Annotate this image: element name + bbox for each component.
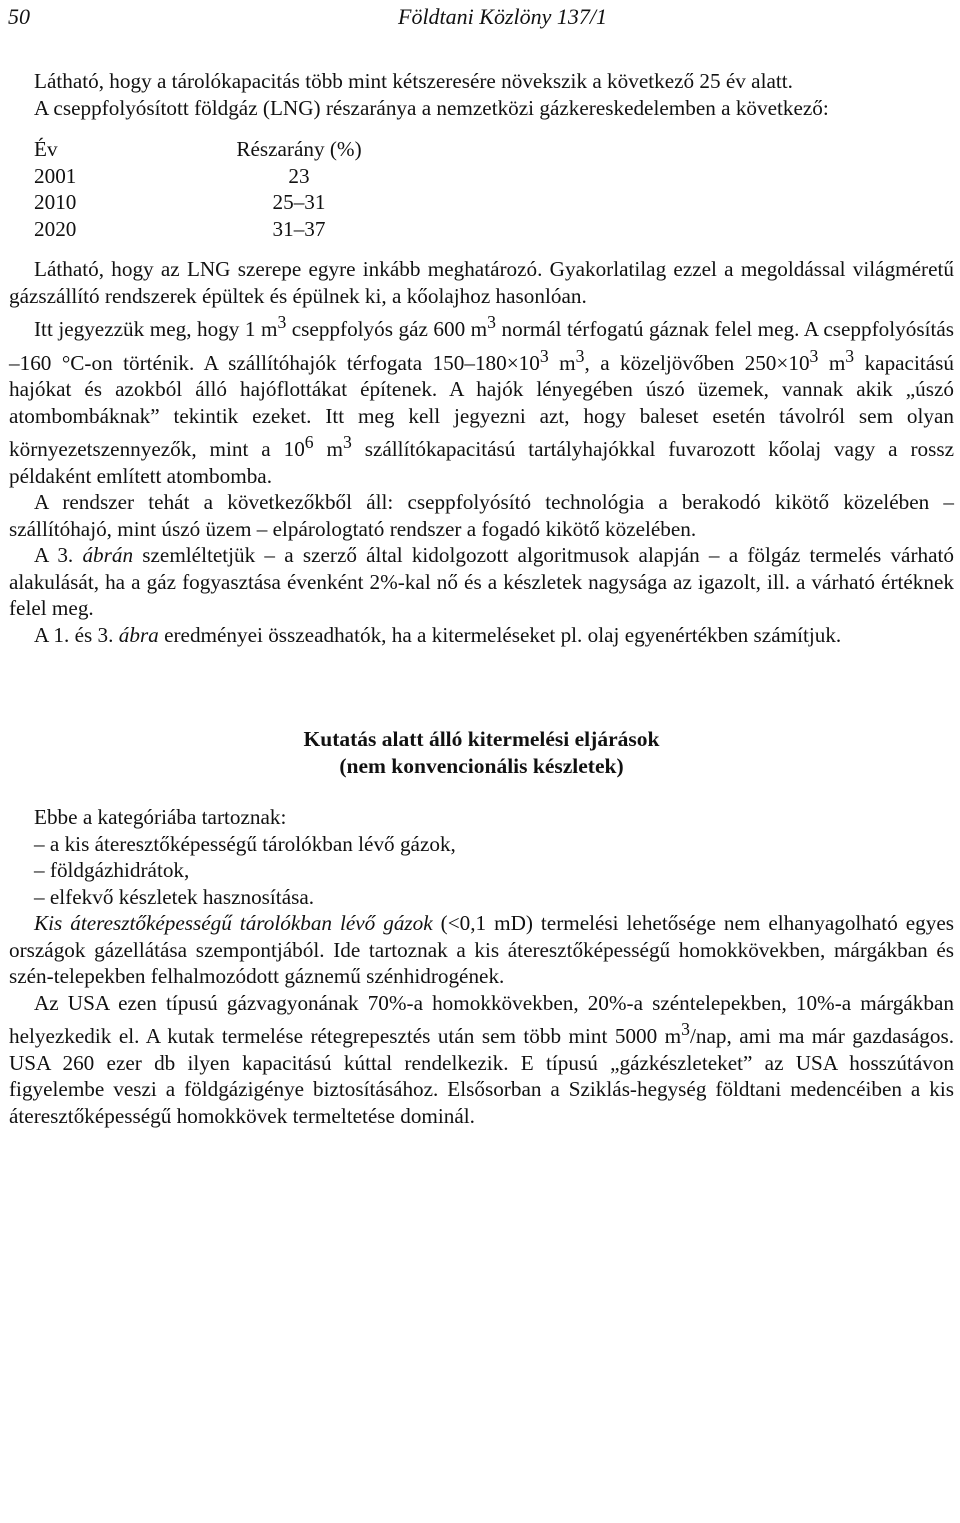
text-run: Itt jegyezzük meg, hogy 1 m [34, 317, 278, 342]
text-run: kapacitású hajókat és azokból álló hajóflottákat építenek. A hajók lényegében úszó üzemek, vannak akik „úszó atombombáknak” tekintik ezeket. Itt meg kell jegyezni azt, hogy baleset esetén távolról sem olyan környezetszennyezők, mint a 10 [9, 350, 954, 462]
superscript: 3 [681, 1019, 690, 1040]
list-item: – földgázhidrátok, [34, 858, 190, 883]
paragraph-figures-1-3 [9, 622, 954, 649]
text-run: (<0,1 mD) termelési lehetősége nem elhanyagolható egyes országok gázellátása szempontjából. Ide tartoznak a kis áteresztőképességű homokkövekben, márgákban és szén-telepekben felhalmozódott gáznemű szénhidrogének. [9, 911, 954, 989]
table-header-row [34, 136, 954, 163]
category-intro: Ebbe a kategóriába tartoznak: [34, 805, 287, 830]
text-run: , a közeljövőben 250×10 [584, 350, 810, 375]
text-run: A 3. [34, 543, 83, 568]
table-cell-year: 2020 [34, 216, 77, 241]
text-run: cseppfolyós gáz 600 m [286, 317, 488, 342]
paragraph-usa [9, 990, 954, 1130]
text-run: A 1. és 3. [34, 622, 119, 647]
table-header-year: Év [34, 137, 58, 161]
superscript: 3 [487, 312, 496, 332]
text-run: eredményei összeadhatók, ha a kitermeléseket pl. olaj egyenértékben számítjuk. [158, 622, 842, 647]
table-cell-share: 25–31 [272, 190, 326, 214]
table-row [34, 163, 954, 190]
paragraph-capacity: Látható, hogy a tárolókapacitás több mint kétszeresére növekszik a következő 25 év alatt. [34, 69, 793, 93]
paragraph-figure-3 [9, 542, 954, 622]
superscript: 3 [277, 312, 287, 332]
paragraph-lng-volume [9, 309, 954, 489]
section-heading-subline: (nem konvencionális készletek) [339, 754, 624, 779]
section-heading [9, 726, 954, 780]
section-heading-line: Kutatás alatt álló kitermelési eljárások [303, 727, 660, 752]
superscript: 6 [304, 432, 314, 453]
text-run: m [818, 350, 846, 375]
table-cell-share: 23 [288, 163, 310, 188]
superscript: 3 [575, 345, 585, 366]
page-header [8, 4, 952, 38]
table-header-share: Részarány (%) [236, 137, 362, 161]
text-run: m [548, 350, 576, 375]
paragraph-lng-share: A cseppfolyósított földgáz (LNG) részaránya a nemzetközi gázkereskedelemben a következő: [34, 95, 829, 120]
text-run: normál térfogatú gáznak felel meg. A cseppfolyósítás –160 °C-on történik. A szállítóhajók térfogata 150–180×10 [9, 317, 954, 375]
text-run: m [313, 437, 344, 462]
list-item: – elfekvő készletek hasznosítása. [34, 884, 315, 909]
figure-reference: ábrán [82, 543, 134, 568]
page-number: 50 [8, 4, 30, 29]
table-cell-year: 2010 [34, 190, 77, 214]
journal-title: Földtani Közlöny 137/1 [398, 4, 607, 29]
paragraph-system: A rendszer tehát a következőkből áll: cseppfolyósító technológia a berakodó kikötő közelében – szállítóhajó, mint úszó üzem – elpárologtató rendszer a fogadó kikötő közelében. [9, 490, 954, 541]
table-cell-share: 31–37 [272, 216, 326, 241]
list-item: – a kis áteresztőképességű tárolókban lévő gázok, [34, 831, 456, 856]
table-cell-year: 2001 [34, 163, 77, 188]
paragraph-low-permeability [9, 910, 954, 990]
superscript: 3 [845, 345, 855, 366]
superscript: 3 [539, 345, 549, 366]
paragraph-lng-role: Látható, hogy az LNG szerepe egyre inkább meghatározó. Gyakorlatilag ezzel a megoldással világméretű gázszállító rendszerek épültek és épülnek ki, a kőolajhoz hasonlóan. [9, 257, 954, 308]
text-run: /nap, ami ma már gazdaságos. USA 260 ezer db ilyen kapacitású kúttal rendelkezik. E típusú „gázkészleteket” az USA hosszútávon figyelembe veszi a földgázigénye biztosításához. Elsősorban a Sziklás-hegység földtani medencéiben a kis áteresztőképességű homokkövek termeltetése dominál. [9, 1024, 954, 1128]
lng-share-table [34, 136, 954, 242]
text-run: szállítókapacitású tartályhajókkal fuvarozott kőolaj vagy a rossz példaként említett atombomba. [9, 437, 954, 488]
article-body [9, 68, 954, 1129]
text-run: szemléltetjük – a szerző által kidolgozott algoritmusok alapján – a fölgáz termelés várható alakulását, ha a gáz fogyasztása évenként 2%-kal nő és a készletek nagysága az igazolt, ill. a várható értéknek felel meg. [9, 543, 954, 621]
superscript: 3 [343, 432, 352, 453]
table-row [34, 189, 954, 216]
superscript: 3 [809, 345, 819, 366]
table-row [34, 216, 954, 243]
figure-reference: ábra [118, 622, 159, 647]
text-run: Az USA ezen típusú gázvagyonának 70%-a homokkövekben, 20%-a széntelepekben, 10%-a márgákban helyezkedik el. A kutak termelése rétegrepesztés után sem több mint 5000 m [9, 990, 954, 1049]
term-emphasis: Kis áteresztőképességű tárolókban lévő gázok [34, 911, 433, 936]
